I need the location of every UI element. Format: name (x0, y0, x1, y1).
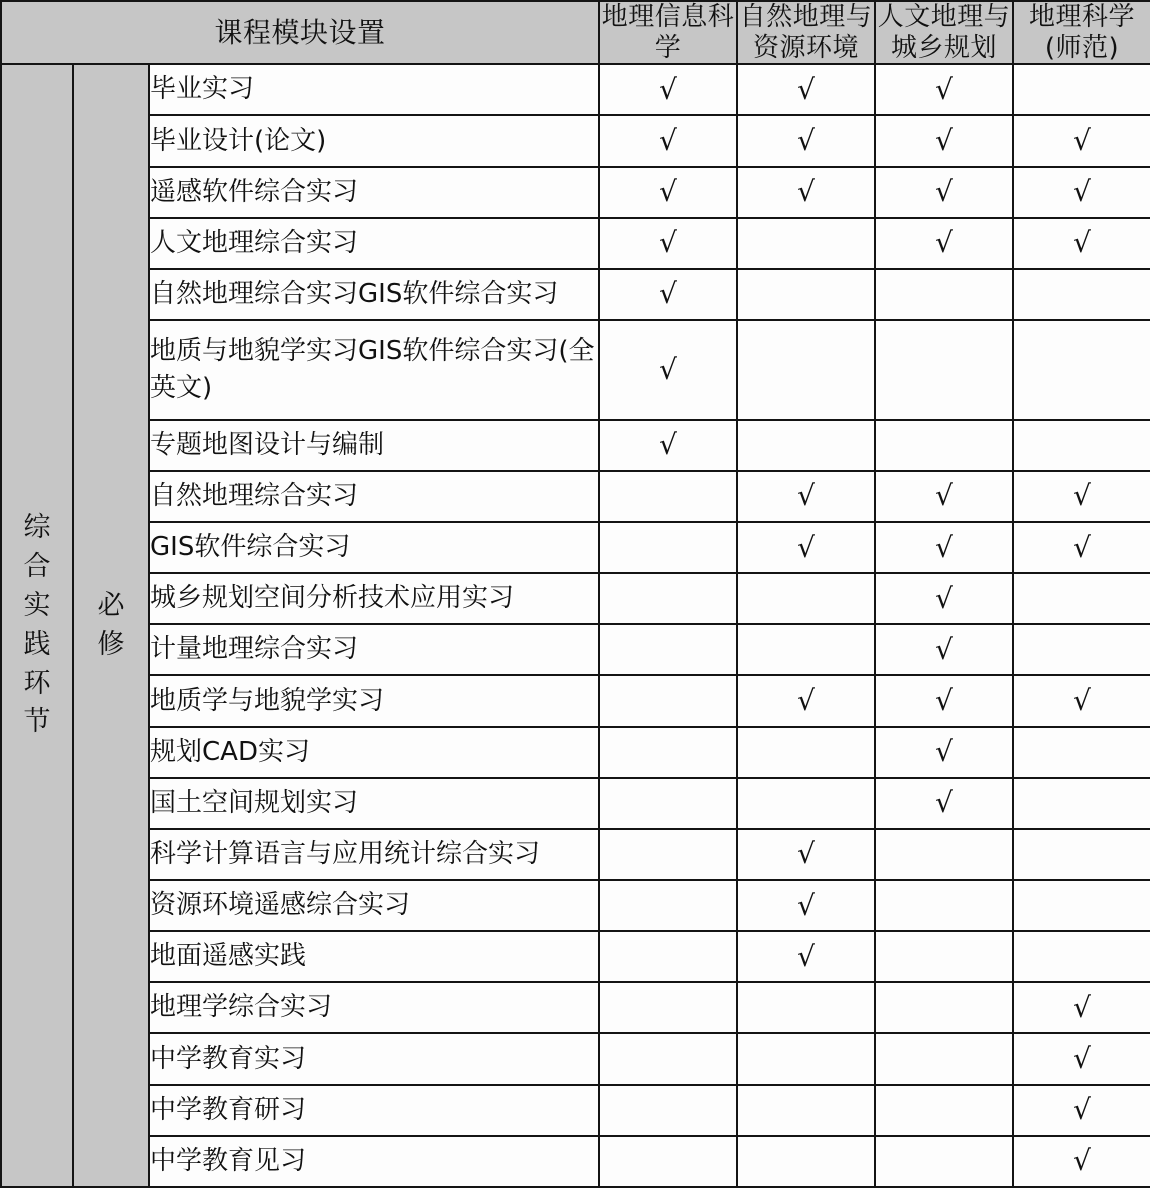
checkmark-cell (737, 471, 875, 522)
checkmark-cell (737, 829, 875, 880)
empty-cell (875, 1085, 1013, 1136)
table-header (1, 1, 1150, 64)
table-body (1, 64, 1150, 1187)
check-icon: √ (659, 226, 677, 260)
check-icon: √ (935, 786, 953, 820)
checkmark-cell (737, 522, 875, 573)
check-icon: √ (935, 175, 953, 209)
check-icon: √ (1073, 683, 1091, 717)
empty-cell (1013, 931, 1150, 982)
check-icon: √ (797, 530, 815, 564)
header-major-physical-geography: 自然地理与资源环境 (737, 1, 875, 64)
header-row (1, 1, 1150, 64)
empty-cell (737, 1033, 875, 1084)
table-row (1, 167, 1150, 218)
check-icon: √ (797, 837, 815, 871)
empty-cell (599, 1085, 737, 1136)
empty-cell (599, 471, 737, 522)
table-row (1, 1033, 1150, 1084)
check-icon: √ (797, 175, 815, 209)
check-icon: √ (659, 352, 677, 386)
empty-cell (875, 420, 1013, 471)
empty-cell (599, 573, 737, 624)
table-row (1, 522, 1150, 573)
course-name-cell: 地面遥感实践 (149, 931, 599, 982)
table-row (1, 1136, 1150, 1187)
course-type-label-required (73, 64, 149, 1187)
checkmark-cell (875, 115, 1013, 166)
check-icon: √ (1073, 1144, 1091, 1178)
empty-cell (737, 269, 875, 320)
row-group-label-comprehensive-practice (1, 64, 73, 1187)
course-name-cell: 自然地理综合实习GIS软件综合实习 (149, 269, 599, 320)
header-major-gis: 地理信息科学 (599, 1, 737, 64)
check-icon: √ (659, 72, 677, 106)
course-name-cell: 专题地图设计与编制 (149, 420, 599, 471)
check-icon: √ (935, 581, 953, 615)
header-major-human-geography: 人文地理与城乡规划 (875, 1, 1013, 64)
empty-cell (737, 218, 875, 269)
course-name-cell: 人文地理综合实习 (149, 218, 599, 269)
check-icon: √ (1073, 1093, 1091, 1127)
checkmark-cell (1013, 522, 1150, 573)
checkmark-cell (599, 218, 737, 269)
empty-cell (1013, 829, 1150, 880)
checkmark-cell (737, 931, 875, 982)
check-icon: √ (797, 939, 815, 973)
empty-cell (599, 1136, 737, 1187)
check-icon: √ (1073, 124, 1091, 158)
course-name-cell: GIS软件综合实习 (149, 522, 599, 573)
check-icon: √ (1073, 1041, 1091, 1075)
course-name-cell: 城乡规划空间分析技术应用实习 (149, 573, 599, 624)
course-name-cell: 国土空间规划实习 (149, 778, 599, 829)
course-name-cell: 地理学综合实习 (149, 982, 599, 1033)
table-row (1, 320, 1150, 420)
empty-cell (1013, 880, 1150, 931)
checkmark-cell (737, 880, 875, 931)
table-row (1, 931, 1150, 982)
checkmark-cell (875, 522, 1013, 573)
checkmark-cell (875, 778, 1013, 829)
check-icon: √ (935, 632, 953, 666)
checkmark-cell (875, 64, 1013, 115)
table-row (1, 1085, 1150, 1136)
check-icon: √ (935, 226, 953, 260)
table-row (1, 675, 1150, 726)
checkmark-cell (875, 624, 1013, 675)
course-type-label-text: 必修 (97, 589, 125, 660)
empty-cell (737, 778, 875, 829)
empty-cell (875, 1033, 1013, 1084)
check-icon: √ (797, 72, 815, 106)
checkmark-cell (1013, 675, 1150, 726)
table-row (1, 778, 1150, 829)
check-icon: √ (935, 683, 953, 717)
empty-cell (737, 727, 875, 778)
checkmark-cell (1013, 471, 1150, 522)
checkmark-cell (1013, 982, 1150, 1033)
empty-cell (737, 1085, 875, 1136)
checkmark-cell (1013, 115, 1150, 166)
empty-cell (1013, 64, 1150, 115)
check-icon: √ (935, 735, 953, 769)
check-icon: √ (659, 277, 677, 311)
table-row (1, 471, 1150, 522)
course-name-cell: 地质学与地貌学实习 (149, 675, 599, 726)
empty-cell (599, 522, 737, 573)
course-name-cell: 中学教育研习 (149, 1085, 599, 1136)
empty-cell (737, 1136, 875, 1187)
checkmark-cell (875, 573, 1013, 624)
course-name-cell: 遥感软件综合实习 (149, 167, 599, 218)
table-row (1, 880, 1150, 931)
table-row (1, 269, 1150, 320)
checkmark-cell (875, 218, 1013, 269)
header-course-module: 课程模块设置 (1, 1, 599, 64)
checkmark-cell (875, 167, 1013, 218)
empty-cell (875, 931, 1013, 982)
check-icon: √ (1073, 479, 1091, 513)
empty-cell (875, 982, 1013, 1033)
check-icon: √ (659, 428, 677, 462)
empty-cell (875, 320, 1013, 420)
check-icon: √ (797, 479, 815, 513)
checkmark-cell (875, 675, 1013, 726)
empty-cell (737, 624, 875, 675)
table-row (1, 64, 1150, 115)
empty-cell (599, 880, 737, 931)
check-icon: √ (659, 175, 677, 209)
checkmark-cell (1013, 1085, 1150, 1136)
checkmark-cell (737, 64, 875, 115)
table-row (1, 829, 1150, 880)
course-name-cell: 计量地理综合实习 (149, 624, 599, 675)
course-name-cell: 科学计算语言与应用统计综合实习 (149, 829, 599, 880)
empty-cell (875, 829, 1013, 880)
empty-cell (737, 982, 875, 1033)
checkmark-cell (1013, 1033, 1150, 1084)
empty-cell (875, 1136, 1013, 1187)
course-name-cell: 中学教育见习 (149, 1136, 599, 1187)
table-row (1, 573, 1150, 624)
empty-cell (599, 675, 737, 726)
table-row (1, 218, 1150, 269)
empty-cell (1013, 320, 1150, 420)
check-icon: √ (797, 683, 815, 717)
empty-cell (737, 320, 875, 420)
empty-cell (599, 1033, 737, 1084)
course-name-cell: 地质与地貌学实习GIS软件综合实习(全英文) (149, 320, 599, 420)
empty-cell (1013, 778, 1150, 829)
checkmark-cell (599, 115, 737, 166)
empty-cell (599, 778, 737, 829)
table-row (1, 115, 1150, 166)
checkmark-cell (599, 269, 737, 320)
table-row (1, 624, 1150, 675)
empty-cell (1013, 420, 1150, 471)
empty-cell (599, 727, 737, 778)
empty-cell (737, 573, 875, 624)
empty-cell (875, 880, 1013, 931)
empty-cell (1013, 269, 1150, 320)
check-icon: √ (935, 479, 953, 513)
check-icon: √ (1073, 175, 1091, 209)
empty-cell (1013, 727, 1150, 778)
check-icon: √ (1073, 990, 1091, 1024)
checkmark-cell (1013, 218, 1150, 269)
check-icon: √ (935, 530, 953, 564)
check-icon: √ (935, 124, 953, 158)
check-icon: √ (935, 72, 953, 106)
table-row (1, 420, 1150, 471)
course-name-cell: 自然地理综合实习 (149, 471, 599, 522)
checkmark-cell (599, 167, 737, 218)
course-name-cell: 规划CAD实习 (149, 727, 599, 778)
checkmark-cell (875, 727, 1013, 778)
checkmark-cell (1013, 167, 1150, 218)
empty-cell (599, 982, 737, 1033)
header-major-geoscience-normal: 地理科学(师范) (1013, 1, 1150, 64)
course-name-cell: 中学教育实习 (149, 1033, 599, 1084)
checkmark-cell (737, 675, 875, 726)
empty-cell (599, 931, 737, 982)
table-row (1, 982, 1150, 1033)
row-group-label-text: 综合实践环节 (23, 512, 51, 738)
check-icon: √ (797, 888, 815, 922)
check-icon: √ (659, 124, 677, 158)
empty-cell (599, 624, 737, 675)
checkmark-cell (875, 471, 1013, 522)
empty-cell (1013, 624, 1150, 675)
empty-cell (1013, 573, 1150, 624)
check-icon: √ (797, 124, 815, 158)
checkmark-cell (1013, 1136, 1150, 1187)
check-icon: √ (1073, 530, 1091, 564)
empty-cell (599, 829, 737, 880)
checkmark-cell (599, 64, 737, 115)
course-name-cell: 资源环境遥感综合实习 (149, 880, 599, 931)
table-row (1, 727, 1150, 778)
check-icon: √ (1073, 226, 1091, 260)
course-name-cell: 毕业设计(论文) (149, 115, 599, 166)
empty-cell (737, 420, 875, 471)
checkmark-cell (737, 115, 875, 166)
checkmark-cell (737, 167, 875, 218)
course-name-cell: 毕业实习 (149, 64, 599, 115)
checkmark-cell (599, 320, 737, 420)
checkmark-cell (599, 420, 737, 471)
empty-cell (875, 269, 1013, 320)
